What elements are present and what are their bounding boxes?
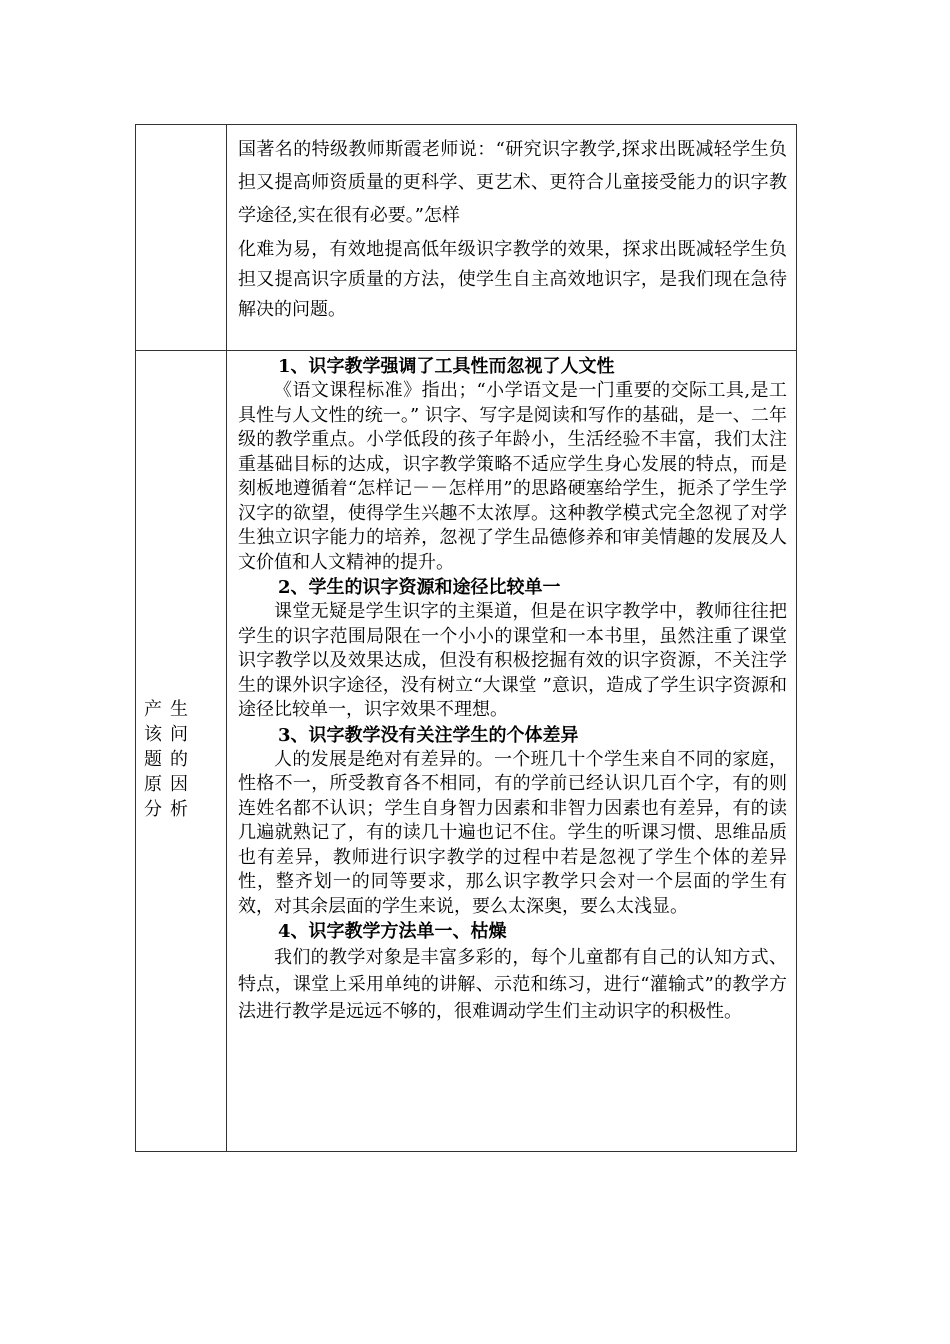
table-row-intro xyxy=(136,125,797,351)
analysis-content-cell xyxy=(227,351,797,1152)
section-heading: 1、识字教学强调了工具性而忽视了人文性 xyxy=(278,356,615,377)
row-label: 产生该问题的原因分析 xyxy=(144,699,196,820)
section-heading: 2、学生的识字资源和途径比较单一 xyxy=(278,577,561,598)
section-body: 课堂无疑是学生识字的主渠道，但是在识字教学中，教师往往把学生的识字范围局限在一个小小的课堂和一本书里，虽然注重了课堂识字教学以及效果达成，但没有积极挖掘有效的识字资源，不关注学生的课外识字途径，没有树立“大课堂 ”意识，造成了学生识字资源和途径比较单一，识字效果不理想。 xyxy=(238,601,787,720)
table-row-analysis xyxy=(136,351,797,1152)
intro-paragraph: 国著名的特级教师斯霞老师说：“研究识字教学,探求出既减轻学生负担又提高师资质量的更科学、更艺术、更符合儿童接受能力的识字教学途径,实在很有必要。”怎样 xyxy=(238,139,787,226)
section-heading: 4、识字教学方法单一、枯燥 xyxy=(278,921,507,942)
section-heading: 3、识字教学没有关注学生的个体差异 xyxy=(278,724,579,746)
analysis-table xyxy=(135,124,797,1152)
section-body: 人的发展是绝对有差异的。一个班几十个学生来自不同的家庭，性格不一，所受教育各不相同，有的学前已经认识几百个字，有的则连姓名都不认识；学生自身智力因素和非智力因素也有差异，有的读几遍就熟记了，有的读几十遍也记不住。学生的听课习惯、思维品质也有差异，教师进行识字教学的过程中若是忽视了学生个体的差异性，整齐划一的同等要求，那么识字教学只会对一个层面的学生有效，对其余层面的学生来说，要么太深奥，要么太浅显。 xyxy=(238,748,787,917)
section-body: 我们的教学对象是丰富多彩的，每个儿童都有自己的认知方式、特点，课堂上采用单纯的讲解、示范和练习，进行“灌输式”的教学方法进行教学是远远不够的，很难调动学生们主动识字的积极性。 xyxy=(238,947,787,1022)
section-body: 《语文课程标准》指出；“小学语文是一门重要的交际工具,是工具性与人文性的统一。” 识字、写字是阅读和写作的基础，是一、二年级的教学重点。小学低段的孩子年龄小，生活经验不丰富，我们太注重基础目标的达成，识字教学策略不适应学生身心发展的特点，而是刻板地遵循着“怎样记－－怎样用”的思路硬塞给学生，扼杀了学生学汉字的欲望，使得学生兴趣不太浓厚。这种教学模式完全忽视了对学生独立识字能力的培养，忽视了学生品德修养和审美情趣的发展及人文价值和人文精神的提升。 xyxy=(238,380,787,573)
intro-label-cell xyxy=(136,125,227,351)
intro-content-cell xyxy=(227,125,797,351)
row-label-cell xyxy=(136,351,227,1152)
intro-paragraph: 化难为易，有效地提高低年级识字教学的效果，探求出既减轻学生负担又提高识字质量的方法，使学生自主高效地识字，是我们现在急待解决的问题。 xyxy=(238,239,787,320)
